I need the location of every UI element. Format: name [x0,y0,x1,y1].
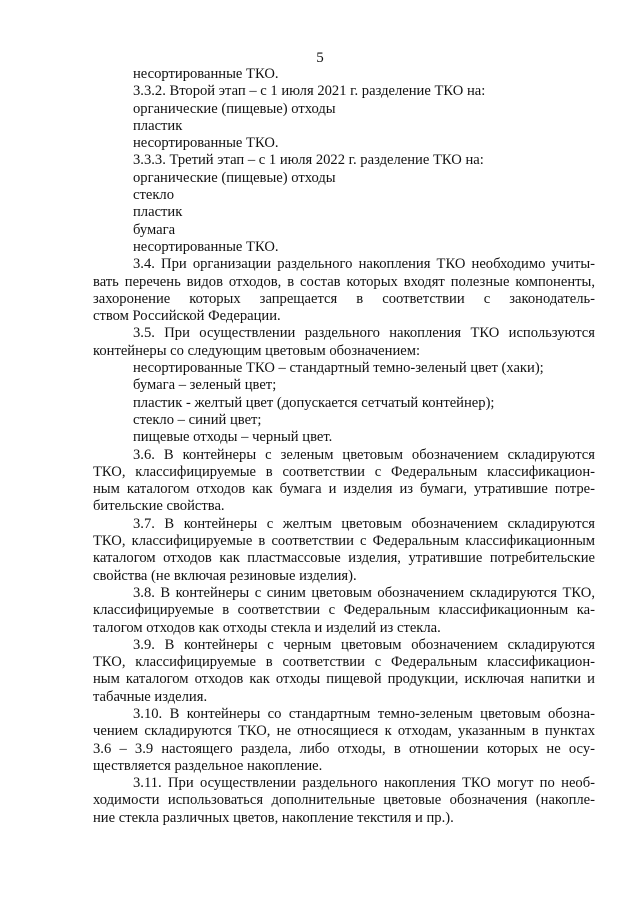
text-line: 3.5. При осуществлении раздельного накопления ТКО используются [133,325,595,342]
text-line: бумага – зеленый цвет; [133,377,277,394]
text-line: несортированные ТКО. [133,135,279,152]
text-line: чением складируются ТКО, не относящиеся к отходам, указанным в пунктах [93,723,595,740]
text-line: ние стекла различных цветов, накопление текстиля и пр.). [93,809,454,826]
text-line: ТКО, классифицируемые в соответствии с Федеральным классификационным [93,533,595,550]
text-line: пластик - желтый цвет (допускается сетчатый контейнер); [133,394,495,411]
text-line: 3.3.3. Третий этап – с 1 июля 2022 г. разделение ТКО на: [133,152,484,169]
text-line: табачные изделия. [93,688,208,705]
text-line: стекло – синий цвет; [133,411,262,428]
text-line: несортированные ТКО. [133,66,279,82]
text-line: 3.3.2. Второй этап – с 1 июля 2021 г. разделение ТКО на: [133,83,486,100]
text-line: каталогом отходов как пластмассовые изделия, утратившие потребительские [93,550,595,567]
text-line: захоронение которых запрещается в соответствии с законодатель- [93,290,595,307]
text-line: стекло [133,187,175,204]
text-line: 3.11. При осуществлении раздельного накопления ТКО могут по необ- [133,775,595,792]
text-line: несортированные ТКО – стандартный темно-зеленый цвет (хаки); [133,360,544,377]
text-line: ным каталогом отходов как бумага и изделия из бумаги, утратившие потре- [93,481,595,498]
text-line: ТКО, классифицируемые в соответствии с Федеральным классификацион- [93,654,595,671]
text-line: 3.6. В контейнеры с зеленым цветовым обозначением складируются [133,446,595,463]
text-line: ществляется раздельное накопление. [93,757,323,774]
text-line: 3.9. В контейнеры с черным цветовым обозначением складируются [133,636,595,653]
text-line: несортированные ТКО. [133,238,279,255]
text-line: 3.7. В контейнеры с желтым цветовым обозначением складируются [133,515,595,532]
text-line: ным каталогом отходов как отходы пищевой продукции, исключая напитки и [93,671,595,688]
text-line: пластик [133,204,183,221]
text-line: пластик [133,117,183,134]
text-line: 3.10. В контейнеры со стандартным темно-зеленым цветовым обозна- [133,705,595,722]
document-body [93,66,595,827]
page-number: 5 [316,50,324,66]
text-line: классифицируемые в соответствии с Федеральным классификационным ка- [93,602,595,619]
text-line: ством Российской Федерации. [93,308,281,325]
text-line: ТКО, классифицируемые в соответствии с Федеральным классификацион- [93,463,595,480]
text-line: 3.6 – 3.9 настоящего раздела, либо отходы, в отношении которых не осу- [93,740,595,757]
text-line: ходимости использоваться дополнительные цветовые обозначения (накопле- [93,792,595,809]
text-line: 3.4. При организации раздельного накопления ТКО необходимо учиты- [133,256,595,273]
text-line: свойства (не включая резиновые изделия). [93,567,357,584]
text-line: бительские свойства. [93,498,225,515]
text-line: контейнеры со следующим цветовым обозначением: [93,342,421,359]
text-line: органические (пищевые) отходы [133,100,336,117]
text-line: 3.8. В контейнеры с синим цветовым обозначением складируются ТКО, [133,584,595,601]
text-line: органические (пищевые) отходы [133,169,336,186]
text-line: вать перечень видов отходов, в состав которых входят полезные компоненты, [93,273,595,290]
text-line: пищевые отходы – черный цвет. [133,429,333,446]
text-line: талогом отходов как отходы стекла и изделий из стекла. [93,619,441,636]
text-line: бумага [133,221,176,238]
